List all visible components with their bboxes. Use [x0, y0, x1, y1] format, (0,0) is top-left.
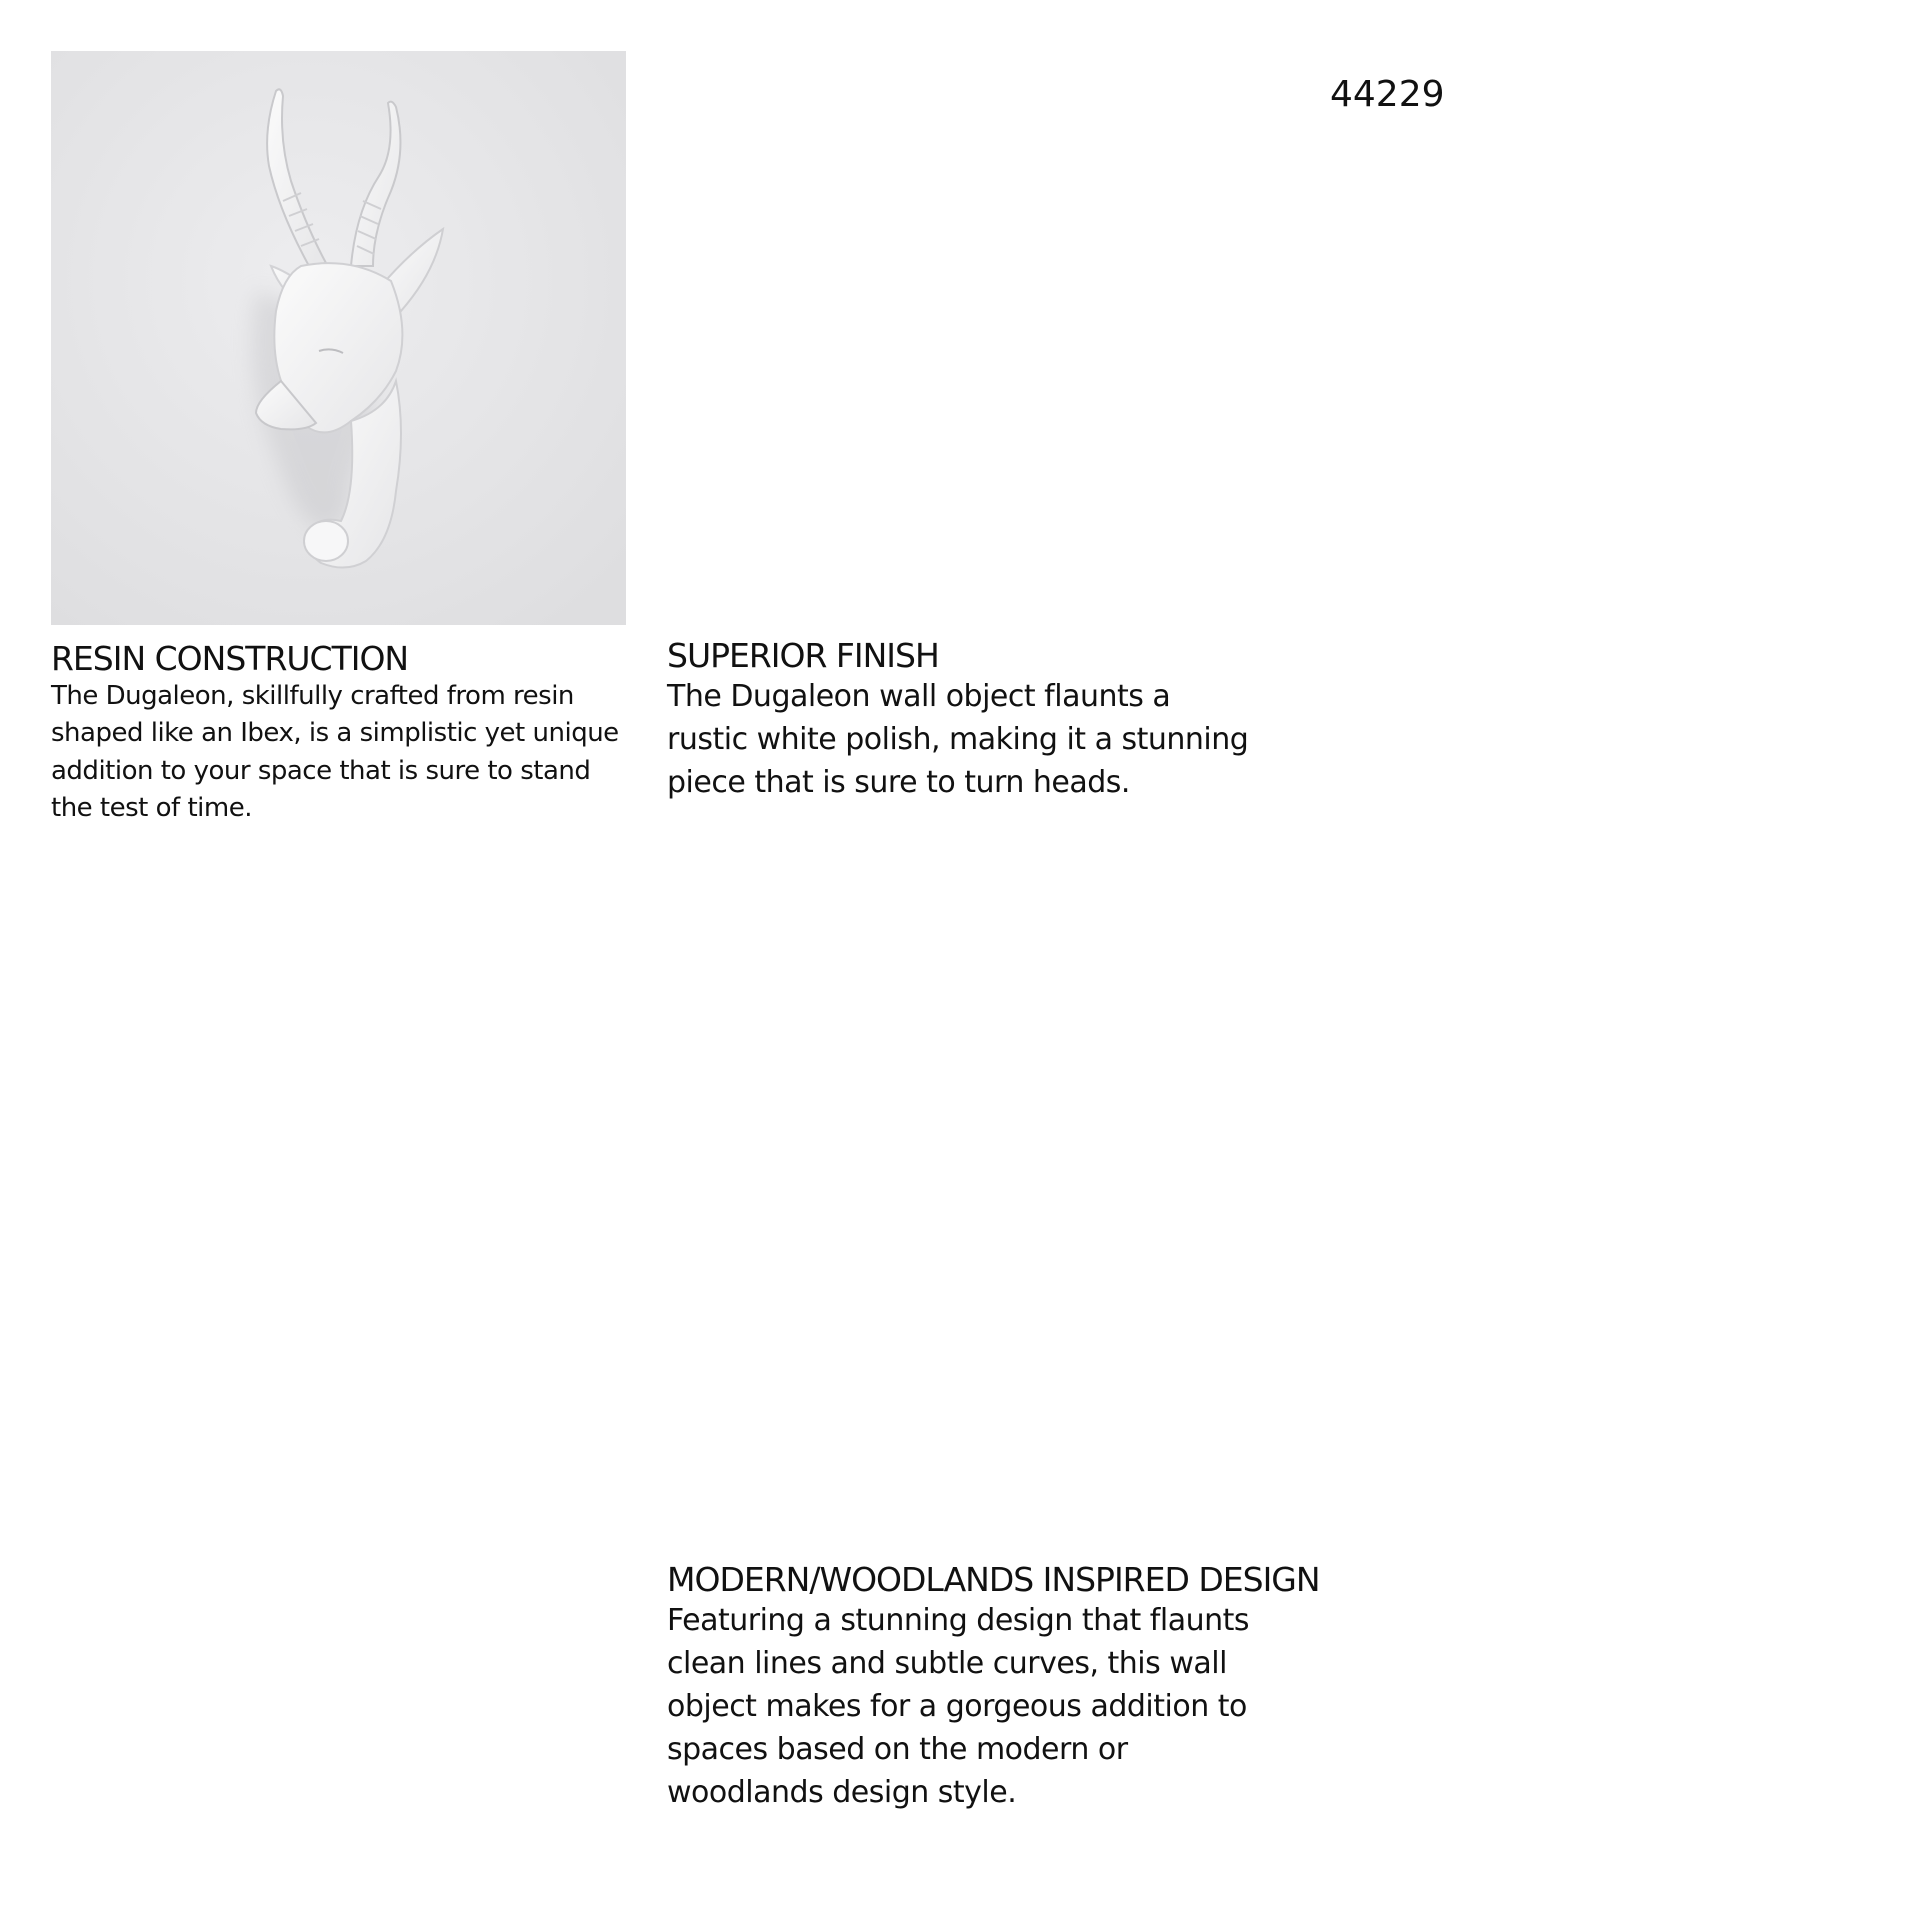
- feature-line: Featuring a stunning design that flaunts: [667, 1602, 1249, 1638]
- ibex-head-illustration: [51, 51, 626, 625]
- product-code: 44229: [1330, 74, 1445, 115]
- feature-line: clean lines and subtle curves, this wall: [667, 1645, 1227, 1681]
- feature-line: object makes for a gorgeous addition to: [667, 1688, 1247, 1724]
- feature-resin-construction: [51, 640, 626, 828]
- feature-line: rustic white polish, making it a stunning: [667, 721, 1249, 757]
- feature-description: [667, 1599, 1267, 1814]
- feature-heading: MODERN/WOODLANDS INSPIRED DESIGN: [667, 1560, 1320, 1599]
- feature-heading: RESIN CONSTRUCTION: [51, 639, 409, 678]
- feature-line: spaces based on the modern or: [667, 1731, 1128, 1767]
- feature-line: addition to your space that is sure to stand: [51, 755, 591, 786]
- feature-line: piece that is sure to turn heads.: [667, 764, 1130, 800]
- feature-line: shaped like an Ibex, is a simplistic yet unique: [51, 718, 619, 749]
- product-photo: [51, 51, 626, 625]
- feature-description: [667, 675, 1267, 804]
- feature-heading: SUPERIOR FINISH: [667, 636, 939, 675]
- feature-line: The Dugaleon, skillfully crafted from resin: [51, 680, 574, 711]
- feature-superior-finish: [667, 637, 1267, 804]
- feature-line: woodlands design style.: [667, 1774, 1017, 1810]
- feature-modern-woodlands-design: [667, 1561, 1427, 1814]
- feature-description: [51, 678, 626, 828]
- feature-line: the test of time.: [51, 793, 252, 824]
- feature-line: The Dugaleon wall object flaunts a: [667, 678, 1171, 714]
